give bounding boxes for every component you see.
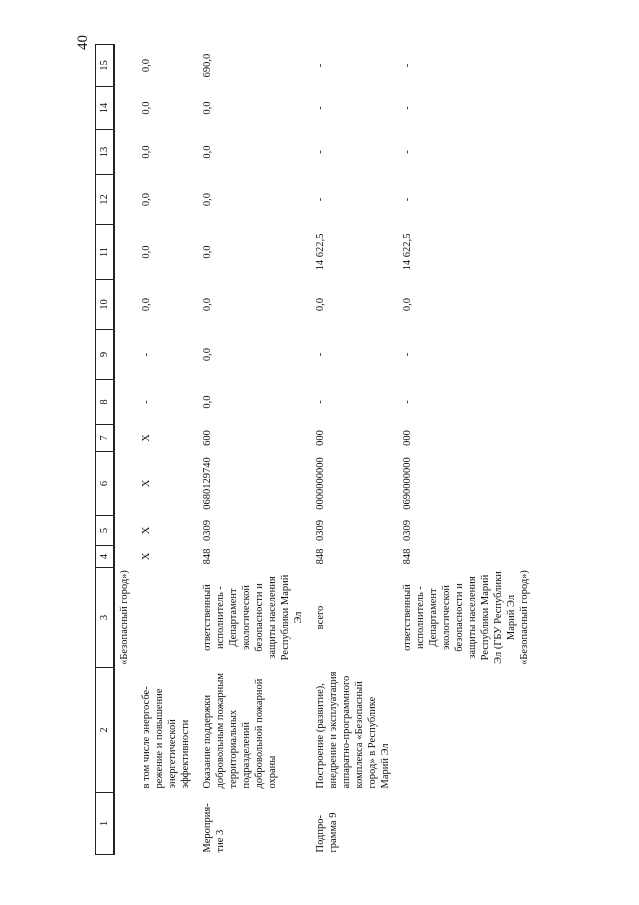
name-cell (398, 668, 537, 793)
table-row (311, 45, 398, 855)
csr-cell: 0690000000 (402, 457, 413, 510)
name-cell: Оказание поддержки добровольным пожарным территориальных подразделений добровольной пожарной охраны (202, 673, 278, 789)
value-cell: 0,0 (202, 347, 213, 362)
name-cell: в том числе энергосбе-режение и повышение энергетической эффективности (141, 686, 191, 789)
column-header: 13 (96, 130, 115, 175)
value-cell: - (141, 352, 152, 357)
executor-cell (137, 568, 198, 668)
value-cell (114, 330, 137, 380)
csr-cell: 0000000000 (315, 457, 326, 510)
value-cell: - (315, 106, 326, 110)
value-cell: - (402, 400, 413, 404)
value-cell (114, 87, 137, 130)
value-cell: 0,0 (141, 245, 152, 259)
value-cell (114, 280, 137, 330)
status-cell (398, 793, 537, 855)
value-cell: - (402, 63, 413, 68)
value-cell: - (315, 63, 326, 68)
column-header: 6 (96, 452, 115, 516)
value-cell (114, 130, 137, 175)
vr-cell (114, 425, 137, 452)
executor-cell: всего (315, 605, 326, 630)
table-row (137, 45, 198, 855)
name-cell: Построение (развитие), внедрение и эксплуатация аппаратно-программного комплекса «Безопасный город» в Республике Марий Эл (315, 671, 391, 789)
column-number-row (96, 45, 115, 855)
rzpr-cell: 0309 (402, 520, 413, 541)
rzpr-cell (114, 516, 137, 546)
page-number: 40 (75, 35, 91, 50)
rzpr-cell: 0309 (315, 520, 326, 541)
executor-cell: «Безопасный город») (119, 570, 130, 665)
value-cell: - (402, 197, 413, 202)
value-cell: 14 622,5 (402, 233, 413, 271)
value-cell: - (315, 352, 326, 357)
value-cell: - (315, 197, 326, 202)
csr-cell: Х (141, 479, 152, 488)
executor-cell: ответственный исполнитель - Департамент экологической безопасности и защиты населения Республики Марий Эл (ГБУ Республики Марий Эл «Безопасный город») (402, 570, 530, 665)
value-cell: 0,0 (141, 297, 152, 312)
value-cell: 0,0 (402, 297, 413, 312)
value-cell (114, 45, 137, 87)
value-cell: - (402, 352, 413, 357)
executor-cell: ответственный исполнитель - Департамент экологической безопасности и защиты населения Республики Марий Эл (202, 574, 304, 661)
grbs-cell: Х (141, 552, 152, 561)
column-header: 7 (96, 425, 115, 452)
column-header: 8 (96, 380, 115, 425)
rzpr-cell: 0309 (202, 520, 213, 541)
status-cell: Подпро-грамма 9 (315, 812, 339, 853)
program-table (95, 45, 528, 855)
status-cell (114, 793, 137, 855)
value-cell: 690,0 (202, 53, 213, 78)
value-cell: 14 622,5 (315, 233, 326, 271)
value-cell: 0,0 (315, 297, 326, 312)
value-cell: 0,0 (141, 192, 152, 207)
column-header: 11 (96, 225, 115, 280)
value-cell (114, 380, 137, 425)
column-header: 15 (96, 45, 115, 87)
value-cell: - (402, 150, 413, 154)
value-cell: 0,0 (202, 192, 213, 207)
grbs-cell (114, 546, 137, 568)
column-header: 5 (96, 516, 115, 546)
rzpr-cell: Х (141, 526, 152, 535)
grbs-cell: 848 (202, 548, 213, 565)
column-header: 3 (96, 568, 115, 668)
value-cell: 0,0 (141, 145, 152, 159)
column-header: 10 (96, 280, 115, 330)
csr-cell: 0680129740 (202, 457, 213, 510)
value-cell: 0,0 (141, 58, 152, 73)
grbs-cell: 848 (315, 548, 326, 565)
value-cell: 0,0 (202, 245, 213, 259)
value-cell: 0,0 (141, 101, 152, 115)
column-header: 1 (96, 793, 115, 855)
column-header: 12 (96, 175, 115, 225)
vr-cell: 600 (202, 430, 213, 446)
value-cell: 0,0 (202, 395, 213, 409)
value-cell: - (315, 150, 326, 154)
value-cell: 0,0 (202, 101, 213, 115)
status-cell: Мероприя-тие 3 (202, 803, 226, 853)
column-header: 2 (96, 668, 115, 793)
value-cell: - (315, 400, 326, 404)
resource-table (95, 44, 537, 855)
vr-cell: 000 (315, 430, 326, 446)
value-cell: 0,0 (202, 297, 213, 312)
csr-cell (114, 452, 137, 516)
value-cell: - (141, 400, 152, 404)
value-cell (114, 225, 137, 280)
table-row (398, 45, 537, 855)
vr-cell: 000 (402, 430, 413, 446)
name-cell (114, 668, 137, 793)
table-row (198, 45, 311, 855)
value-cell: 0,0 (202, 145, 213, 159)
value-cell: - (402, 106, 413, 110)
column-header: 14 (96, 87, 115, 130)
status-cell (137, 793, 198, 855)
value-cell (114, 175, 137, 225)
grbs-cell: 848 (402, 548, 413, 565)
column-header: 9 (96, 330, 115, 380)
vr-cell: Х (141, 434, 152, 442)
table-row (114, 45, 137, 855)
column-header: 4 (96, 546, 115, 568)
